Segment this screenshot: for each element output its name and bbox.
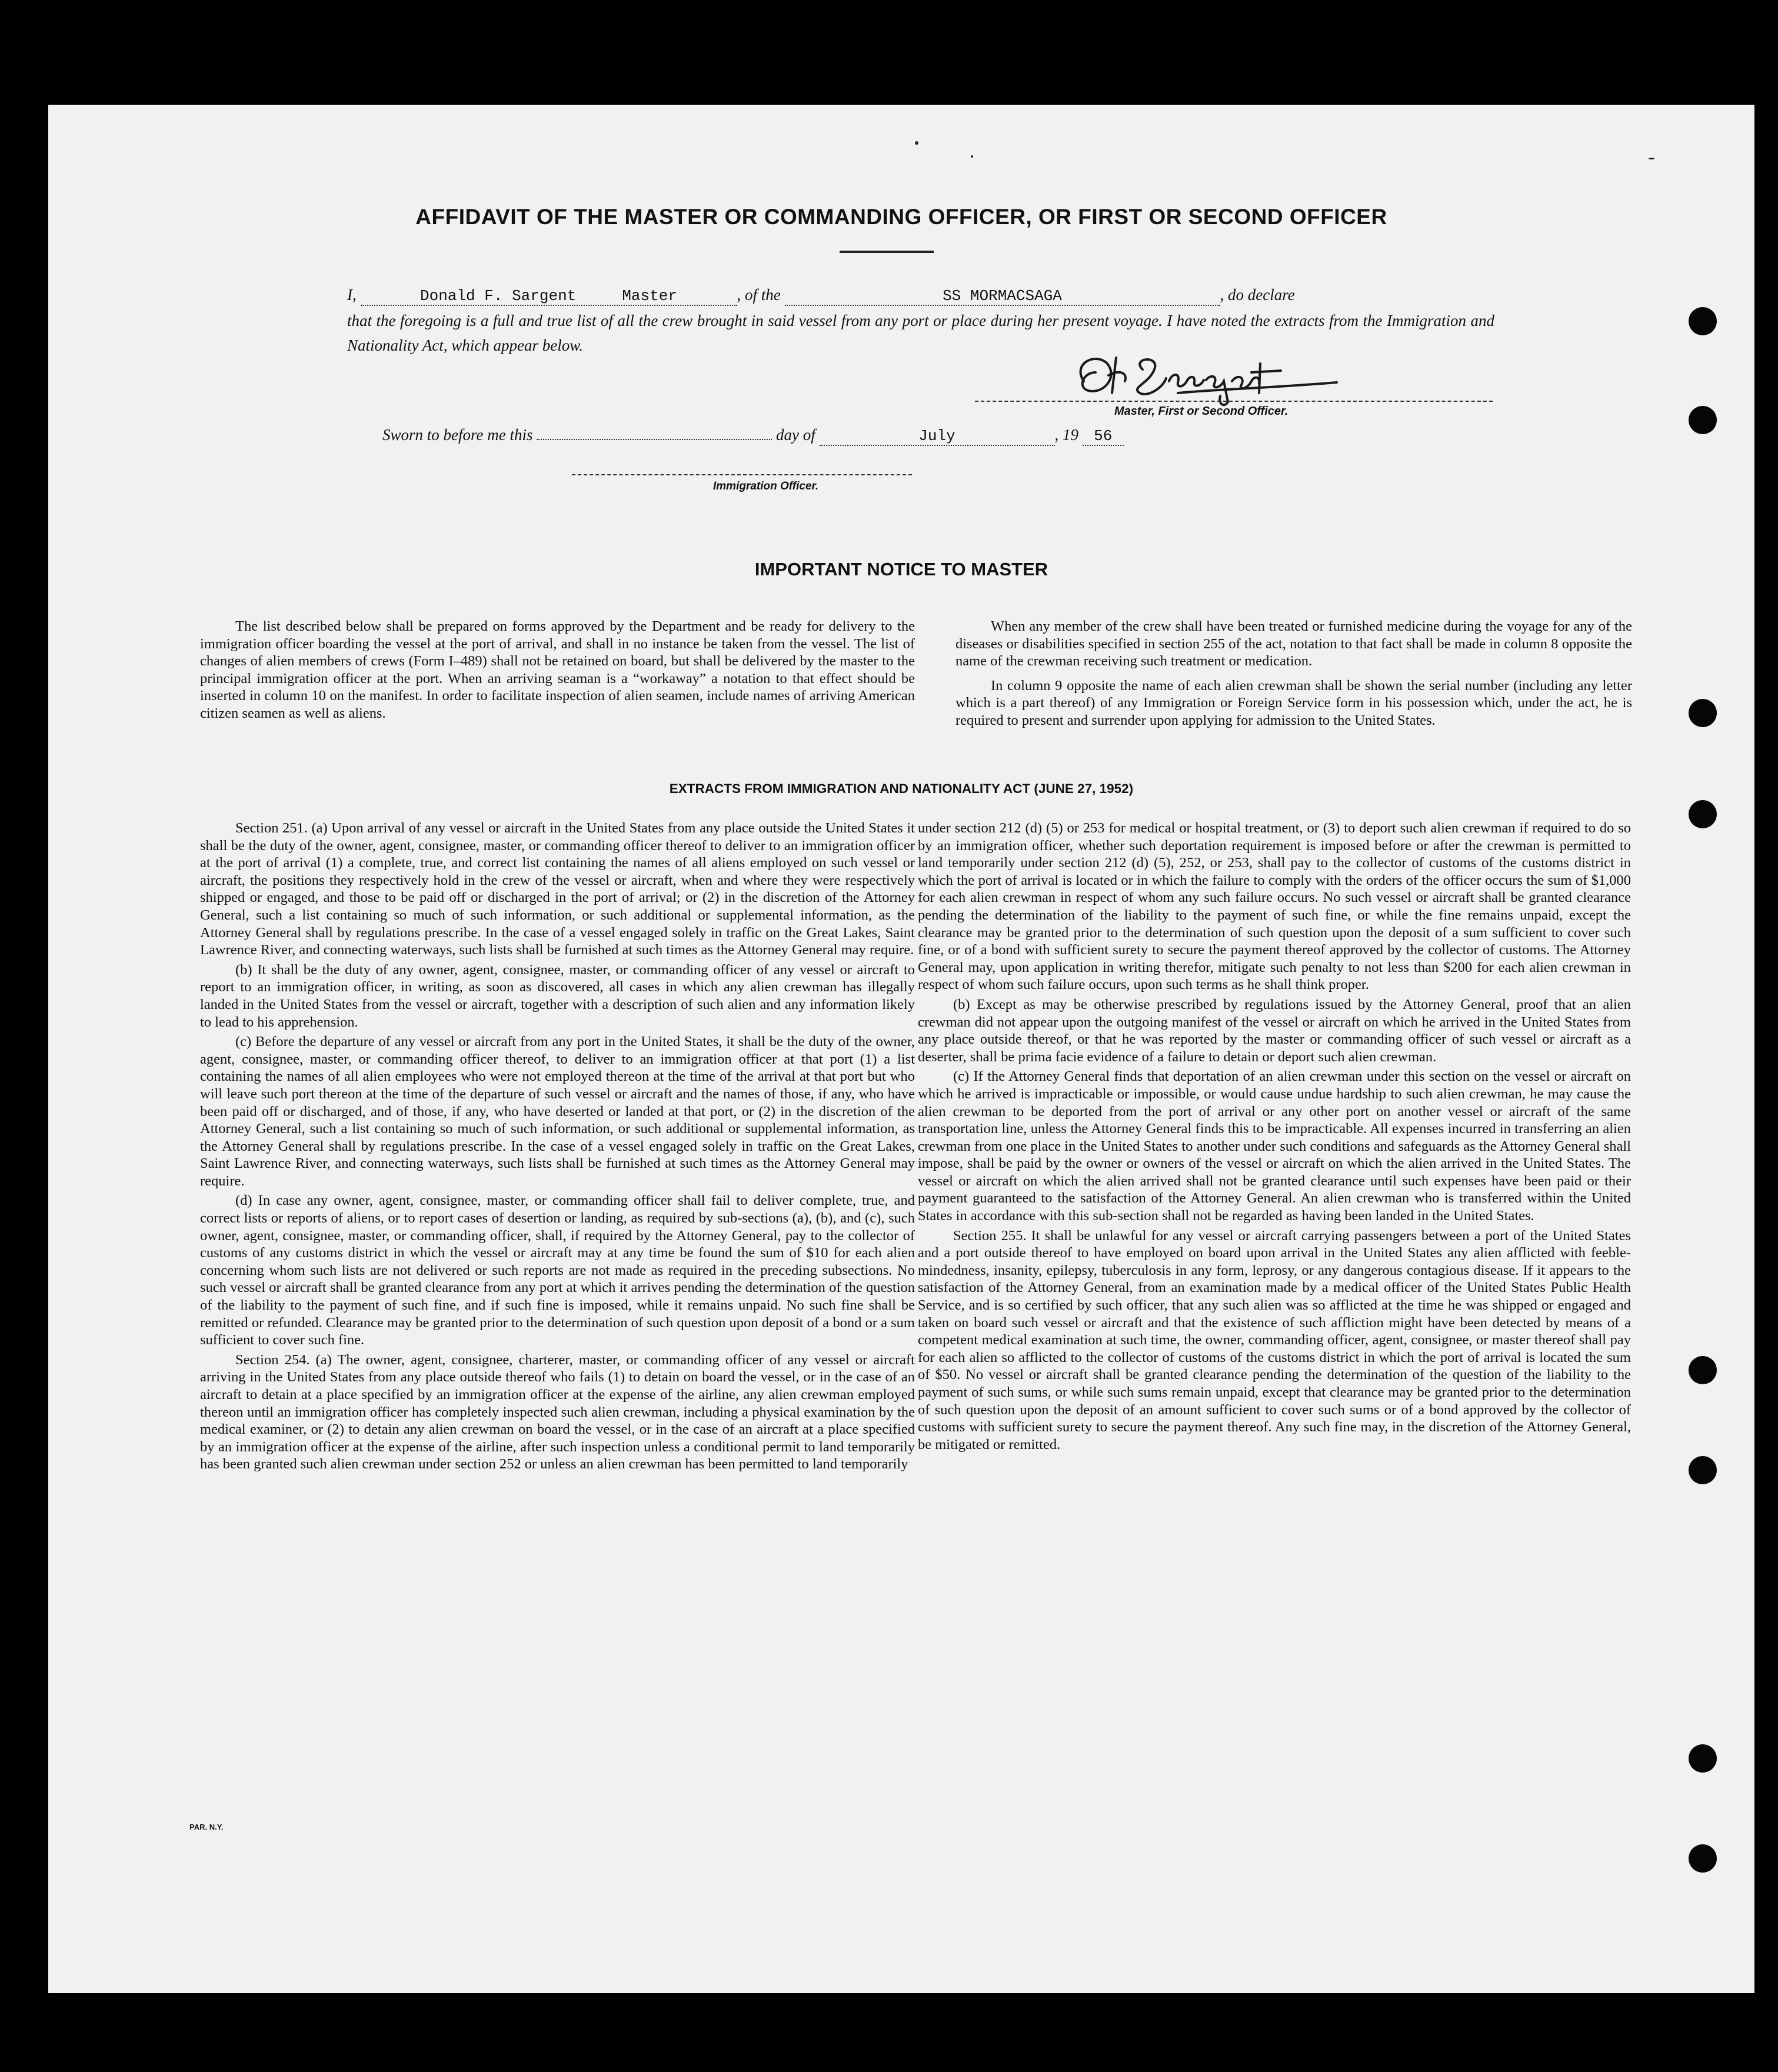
extract-paragraph: (b) Except as may be otherwise prescribed by regulations issued by the Attorney General, proof that an alien crewman did not appear upon the outgoing manifest of the vessel or aircraft on which he arrived in the United States from any place outside thereof, or that he was reported by the master or commanding officer of such vessel or aircraft as a deserter, shall be prima facie evidence of a failure to detain or deport such alien crewman.	[918, 996, 1631, 1065]
declarant-position: Master	[622, 287, 677, 305]
year-prefix: , 19	[1054, 426, 1078, 444]
extract-paragraph: Section 255. It shall be unlawful for any vessel or aircraft carrying passengers between a port of the United States and a port outside thereof to have employed on board upon arrival in the United States any alien afflicted with feeble-mindedness, insanity, epilepsy, tuberculosis in any form, leprosy, or any dangerous contagious disease. If it appears to the satisfaction of the Attorney General, from an examination made by a medical officer of the United States Public Health Service, and is so certified by such officer, that any such alien was so afflicted at the time he was shipped or engaged and taken on board such vessel or aircraft and that the existence of such affliction might have been detected by means of a competent medical examination at such time, the owner, commanding officer, agent, consignee, or master thereof shall pay for each alien so afflicted to the collector of customs of the customs district in which the port of arrival is located the sum of $50. No vessel or aircraft shall be granted clearance pending the determination of the question of the liability to the payment of such sums, or while such sums remain unpaid, except that clearance may be granted prior to the determination of such question upon the deposit of an amount sufficient to cover such sums or of a bond approved by the collector of customs with sufficient surety to secure the payment thereof. Any such fine may, in the discretion of the Attorney General, be mitigated or remitted.	[918, 1227, 1631, 1453]
of-the-label: , of the	[737, 286, 781, 304]
punch-hole	[1689, 800, 1717, 828]
punch-hole	[1689, 1456, 1717, 1484]
declarant-name: Donald F. Sargent	[420, 287, 577, 305]
scan-speck	[971, 155, 973, 158]
immigration-officer-caption: Immigration Officer.	[713, 480, 819, 492]
signature-line	[975, 401, 1493, 402]
extract-paragraph: (c) Before the departure of any vessel or aircraft from any port in the United States, it shall be the duty of the owner, agent, consignee, master, or commanding officer thereof, to deliver to an immigration officer at that port (1) a list containing the names of all alien employees who were not employed thereon at the time of the arrival at that port but who will leave such port thereon at the time of the departure of such vessel or aircraft and the names of those, if any, who have been paid off or discharged, and of those, if any, who have deserted or landed at that port, or (2) in the discretion of the Attorney General, such a list containing so much of such information, or such additional or supplemental information, as the Attorney General shall by regulations prescribe. In the case of a vessel engaged solely in traffic on the Great Lakes, Saint Lawrence River, and connecting waterways, such lists shall be furnished at such times as the Attorney General may require.	[200, 1034, 915, 1189]
day-of-label: day of	[776, 426, 815, 444]
punch-hole	[1689, 406, 1717, 434]
scan-speck	[915, 141, 918, 145]
notice-heading: IMPORTANT NOTICE TO MASTER	[754, 559, 1048, 579]
vessel-field: SS MORMACSAGA	[785, 287, 1220, 306]
signature-caption: Master, First or Second Officer.	[1114, 405, 1288, 418]
form-page	[48, 105, 1754, 1993]
punch-hole	[1689, 1356, 1717, 1384]
punch-hole	[1689, 1844, 1717, 1873]
extract-paragraph: (c) If the Attorney General finds that deportation of an alien crewman under this section on the vessel or aircraft on which he arrived is impracticable or impossible, or would cause undue hardship to such alien crewman, he may cause the alien crewman to be deported from the port of arrival or any other port on another vessel or aircraft of the same transportation line, unless the Attorney General finds this to be impracticable. All expenses incurred in transferring an alien crewman from one place in the United States to another under such conditions and safeguards as the Attorney General shall impose, shall be paid by the owner or owners of the vessel or aircraft on which the alien arrived in the United States. The vessel or aircraft on which the alien arrived shall not be granted clearance until such expenses have been paid or their payment guaranteed to the satisfaction of the Attorney General. An alien crewman who is transferred within the United States in accordance with this sub-section shall not be regarded as having been landed in the United States.	[918, 1068, 1631, 1224]
sworn-day-field	[537, 439, 772, 440]
declarant-field	[361, 287, 737, 306]
sworn-year-field: 56	[1083, 427, 1124, 446]
declaration-prefix: I,	[347, 286, 357, 304]
do-declare-label: , do declare	[1220, 286, 1295, 304]
extract-paragraph: Section 254. (a) The owner, agent, consignee, charterer, master, or commanding officer of any vessel or aircraft arriving in the United States from any place outside thereof who fails (1) to detain on board the vessel, or in the case of an aircraft to detain at a place specified by an immigration officer at the expense of the airline, any alien crewman employed thereon until an immigration officer has completely inspected such alien crewman, including a physical examination by the medical examiner, or (2) to detain any alien crewman on board the vessel, or in the case of an aircraft at a place specified by an immigration officer at the expense of the airline, after such inspection unless a conditional permit to land temporarily has been granted such alien crewman under section 252 or unless an alien crewman has been permitted to land temporarily	[200, 1351, 915, 1473]
scan-speck	[1649, 158, 1654, 159]
extracts-right-column	[918, 820, 1631, 1453]
immigration-officer-line	[572, 474, 912, 475]
notice-right-paragraph: In column 9 opposite the name of each alien crewman shall be shown the serial number (including any letter which is a part thereof) of any Immigration or Foreign Service form in his possession which, under the act, he is required to present and surrender upon applying for admission to the United States.	[955, 677, 1632, 728]
extract-paragraph: (d) In case any owner, agent, consignee, master, or commanding officer shall fail to deliver complete, true, and correct lists or reports of aliens, or to report cases of desertion or landing, as required by sub-sections (a), (b), and (c), such owner, agent, consignee, master, or commanding officer, shall, if required by the Attorney General, pay to the collector of customs of any customs district in which the vessel or aircraft may at any time be found the sum of $10 for each alien concerning whom such lists are not delivered or such reports are not made as required in the preceding subsections. No such vessel or aircraft shall be granted clearance from any port at which it arrives pending the determination of the question of the liability to the payment of such fine, and if such fine is imposed, while it remains unpaid. No such fine shall be remitted or refunded. Clearance may be granted prior to the determination of such question upon deposit of a bond or a sum sufficient to cover such fine.	[200, 1192, 915, 1348]
printer-mark: PAR. N.Y.	[189, 1823, 224, 1831]
punch-hole	[1689, 307, 1717, 335]
extract-paragraph: under section 212 (d) (5) or 253 for medical or hospital treatment, or (3) to deport such alien crewman if required to do so by an immigration officer, whether such deportation requirement is imposed before or after the crewman is permitted to land temporarily under section 212 (d) (5), 252, or 253, shall pay to the collector of customs of the customs district in which the port of arrival is located or in which the failure to comply with the orders of the officer occurs the sum of $1,000 for each alien crewman in respect of whom any such failure occurs. No such vessel or aircraft shall be granted clearance pending the determination of the liability to the payment of such fine, or while the fine remains unpaid, except the clearance may be granted prior to the determination of such question upon the deposit of a sum sufficient to cover such fine, or of a bond with sufficient surety to secure the payment thereof approved by the collector of customs. The Attorney General may, upon application in writing therefor, mitigate such penalty to not less than $200 for each alien crewman in respect of whom such failure occurs, upon such terms as he shall think proper.	[918, 820, 1631, 993]
extract-paragraph: (b) It shall be the duty of any owner, agent, consignee, master, or commanding officer of any vessel or aircraft to report to an immigration officer, in writing, as soon as discovered, all cases in which any alien crewman has illegally landed in the United States from the vessel or aircraft, together with a description of such alien and any information likely to lead to his apprehension.	[200, 961, 915, 1030]
extract-paragraph: Section 251. (a) Upon arrival of any vessel or aircraft in the United States from any place outside the United States it shall be the duty of the owner, agent, consignee, master, or commanding officer thereof to deliver to an immigration officer at the port of arrival (1) a complete, true, and correct list containing the names of all aliens employed on such vessel or aircraft, the positions they respectively hold in the crew of the vessel or aircraft, when and where they were respectively shipped or engaged, and those to be paid off or discharged in the port of arrival; or (2) in the discretion of the Attorney General, such a list containing so much of such information, or such additional or supplemental information, as the Attorney General shall by regulations prescribe. In the case of a vessel engaged solely in traffic on the Great Lakes, Saint Lawrence River, and connecting waterways, such lists shall be furnished at such times as the Attorney General may require.	[200, 820, 915, 958]
notice-right-paragraph: When any member of the crew shall have been treated or furnished medicine during the voyage for any of the diseases or disabilities specified in section 255 of the act, notation to that fact shall be made in column 8 opposite the name of the crewman receiving such treatment or medication.	[955, 618, 1632, 669]
declaration-line	[347, 282, 1494, 307]
punch-hole	[1689, 1744, 1717, 1773]
punch-hole	[1689, 699, 1717, 727]
title-rule	[840, 251, 934, 253]
sworn-label: Sworn to before me this	[382, 426, 533, 444]
declaration-text: that the foregoing is a full and true list of all the crew brought in said vessel from any port or place during her present voyage. I have noted the extracts from the Immigration and Nationality Act, which appear below.	[347, 312, 1494, 354]
extracts-heading: EXTRACTS FROM IMMIGRATION AND NATIONALITY ACT (JUNE 27, 1952)	[669, 781, 1134, 796]
notice-left-column	[200, 618, 915, 722]
affidavit-title: AFFIDAVIT OF THE MASTER OR COMMANDING OFFICER, OR FIRST OR SECOND OFFICER	[415, 205, 1387, 229]
sworn-month-field: July	[820, 427, 1055, 446]
sworn-line	[382, 422, 1530, 447]
notice-right-column	[955, 618, 1632, 729]
notice-left-paragraph: The list described below shall be prepared on forms approved by the Department and be ready for delivery to the immigration officer boarding the vessel at the port of arrival, and shall in no instance be taken from the vessel. The list of changes of alien members of crews (Form I–489) shall not be retained on board, but shall be delivered by the master to the principal immigration officer at the port. When an arriving seaman is a “workaway” a notation to that effect should be inserted in column 10 on the manifest. In order to facilitate inspection of alien seamen, include names of arriving American citizen seamen as well as aliens.	[200, 618, 915, 721]
extracts-left-column	[200, 820, 915, 1473]
